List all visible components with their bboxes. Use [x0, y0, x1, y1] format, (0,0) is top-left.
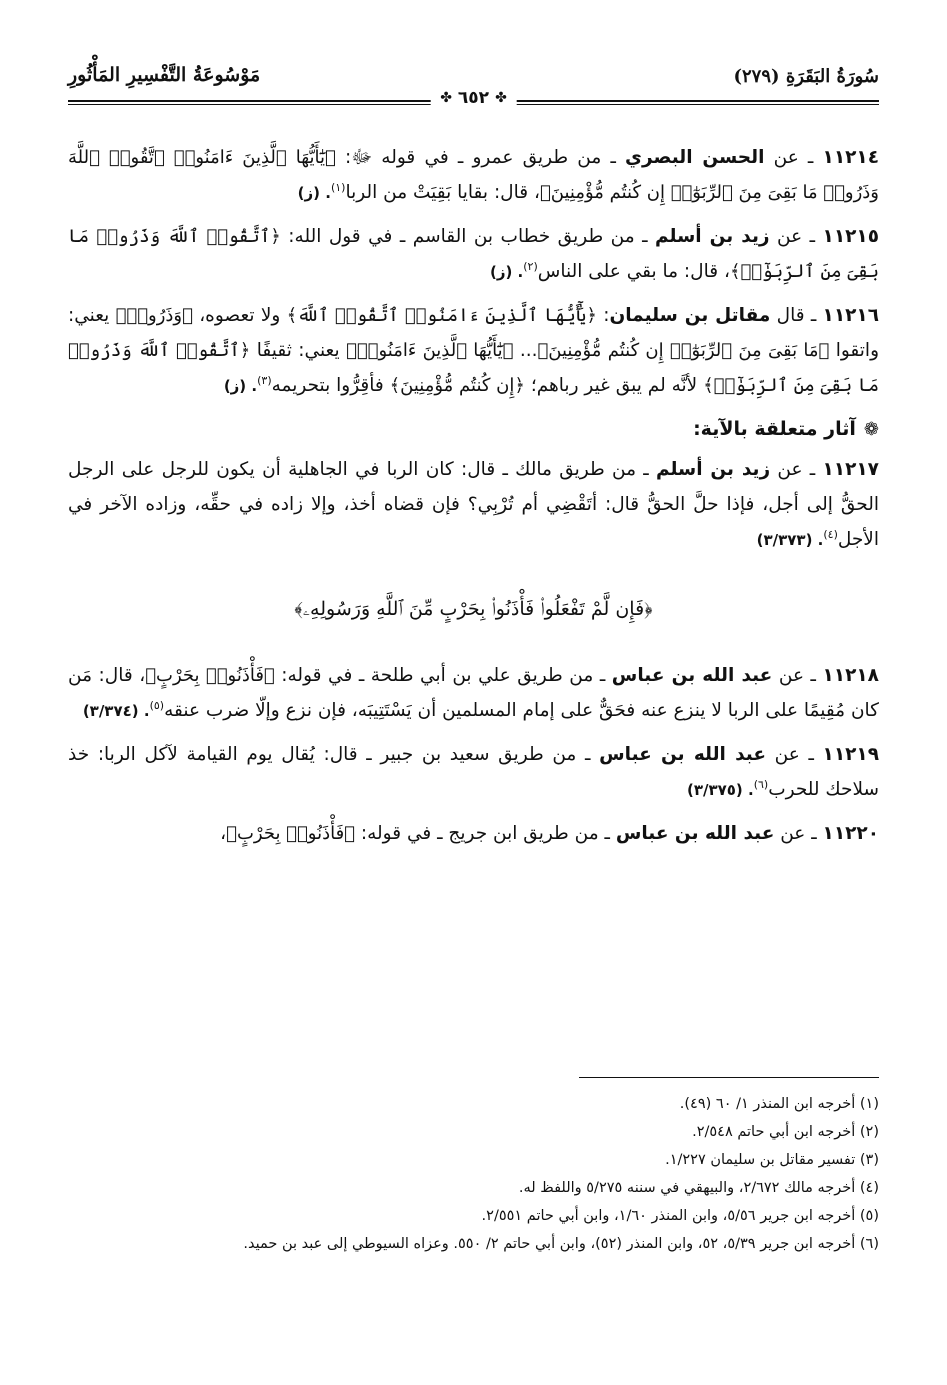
cross-reference: . (ز): [489, 263, 524, 281]
text: ولا تعصوه،: [192, 305, 287, 326]
footnotes: [68, 1077, 879, 1258]
text: :: [596, 305, 610, 326]
narration-paragraph: [68, 298, 879, 404]
quran-quote: ﴿مَا بَقِىَ مِنَ ٱلرِّبَوٰٓا۟ إِن كُنتُم مُّؤْمِنِينَ﴾: [537, 340, 830, 361]
narration-number: ١١٢١٨: [822, 665, 879, 686]
cross-reference: . (ز): [223, 377, 258, 395]
text: ،: [220, 823, 227, 844]
narrator-name: مقاتل بن سليمان: [609, 305, 771, 326]
verse-reference: (٢٧٩): [733, 66, 780, 87]
narrator-name: عبد الله بن عباس: [599, 744, 766, 765]
narration-paragraph: [68, 452, 879, 558]
quran-quote: ﴿يَٰٓأَيُّهَا ٱلَّذِينَ ءَامَنُوا۟ ٱتَّقُوا۟ ٱللَّهَ وَذَرُوا۟ مَا بَقِىَ مِنَ ٱلرِّبَوٰٓا۟ إِن كُنتُم مُّؤْمِنِينَ﴾: [68, 147, 879, 203]
quran-quote: ﴿ٱتَّقُوا۟ ٱللَّهَ وَذَرُوا۟ مَا بَقِىَ مِنَ ٱلرِّبَوٰٓا۟﴾: [68, 226, 879, 282]
narration-number: ١١٢١٦: [822, 305, 880, 326]
page-number: ٦٥٢: [457, 88, 490, 108]
footnote-rule: [579, 1077, 879, 1078]
quran-quote: ﴿وَذَرُوا۟﴾: [115, 305, 193, 326]
footnote: (١) أخرجه ابن المنذر ١/ ٦٠ (٤٩).: [679, 1096, 879, 1112]
narration-number: ١١٢١٧: [822, 459, 879, 480]
text: ـ عن: [772, 665, 823, 686]
text: يعني: واتقوا: [68, 305, 879, 361]
quran-quote: ﴿ٱتَّقُوا۟ ٱللَّهَ وَذَرُوا۟ مَا بَقِىَ مِنَ ٱلرِّبَوٰٓا۟﴾: [68, 340, 879, 396]
narration-paragraph: [68, 658, 879, 729]
cross-reference: . (٣/٣٧٣): [756, 531, 824, 549]
narrator-name: زيد بن أسلم: [655, 226, 770, 247]
text: ، قال: مَن كان مُقِيمًا على الربا لا ينزع عنه فحَقٌّ على إمام المسلمين أن يَسْتَتِيبَه، فإن نزع وإلّا ضرب عنقه: [68, 665, 879, 721]
text: ـ عن: [769, 226, 823, 247]
narrator-name: عبد الله بن عباس: [611, 665, 773, 686]
narration-number: ١١٢١٥: [822, 226, 879, 247]
footnote-marker: (٣): [257, 373, 272, 387]
narration-number: ١١٢١٩: [822, 744, 880, 765]
quran-quote: ﴿فَأْذَنُوا۟ بِحَرْبٍ﴾: [226, 823, 355, 844]
text: فأقِرُّوا بتحريمه: [271, 375, 390, 396]
narrator-name: زيد بن أسلم: [655, 459, 771, 480]
cross-reference: . (٣/٣٧٥): [686, 781, 754, 799]
flower-icon: ❁: [863, 418, 879, 440]
quran-quote: ﴿فَأْذَنُوا۟ بِحَرْبٍ﴾: [145, 665, 275, 686]
footnote: (٣) تفسير مقاتل بن سليمان ١/٢٢٧.: [665, 1152, 879, 1168]
narration-paragraph: [68, 816, 879, 851]
footnote-marker: (٢): [523, 259, 538, 273]
quran-quote: ﴿يَٰٓأَيُّهَا ٱلَّذِينَ ءَامَنُوا۟ ٱتَّقُوا۟ ٱللَّهَ﴾: [286, 305, 597, 326]
section-heading: [68, 418, 879, 440]
narrator-name: عبد الله بن عباس: [615, 823, 775, 844]
narration-paragraph: [68, 737, 879, 808]
text: ـ من طريق ابن جريج ـ في قوله:: [355, 823, 616, 844]
text: ـ عن: [764, 147, 823, 168]
footnote: (٥) أخرجه ابن جرير ٥/٥٦، وابن المنذر ١/٦٠، وابن أبي حاتم ٢/٥٥١.: [481, 1208, 879, 1224]
text: ـ قال: [770, 305, 823, 326]
narration-number: ١١٢١٤: [822, 147, 879, 168]
text: ، قال: بقايا بَقِيَتْ من الربا: [345, 182, 540, 203]
footnote: (٢) أخرجه ابن أبي حاتم ٢/٥٤٨.: [692, 1124, 879, 1140]
page-header: [68, 58, 879, 114]
footnote-marker: (٦): [753, 777, 769, 791]
text: يعني: ثقيفًا: [250, 340, 347, 361]
ornament-icon: ✤: [440, 90, 452, 106]
footnote: (٦) أخرجه ابن جرير ٥/٣٩، ٥٢، وابن المنذر (٥٢)، وابن أبي حاتم ٢/ ٥٥٠. وعزاه السيوطي إلى عبد بن حميد.: [243, 1236, 879, 1252]
surah-name: سُورَةُ البَقَرَةِ: [785, 66, 879, 87]
narration-paragraph: [68, 140, 879, 211]
text: ...: [513, 340, 538, 361]
ornament-icon: ✤: [495, 90, 507, 106]
footnote-marker: (٥): [149, 698, 165, 712]
running-head-surah: [733, 66, 879, 87]
cross-reference: . (٣/٣٧٤): [82, 702, 150, 720]
footnote-marker: (١): [330, 180, 346, 194]
page-number-box: [430, 88, 517, 108]
text: ـ عن: [774, 823, 823, 844]
text: ـ من طريق خطاب بن القاسم ـ في قول الله:: [280, 226, 656, 247]
verse-heading: ﴿فَإِن لَّمْ تَفْعَلُوا۟ فَأْذَنُوا۟ بِحَرْبٍ مِّنَ ٱللَّهِ وَرَسُولِهِۦ﴾: [294, 598, 653, 620]
narrator-name: الحسن البصري: [625, 147, 765, 168]
running-head-book-title: مَوْسُوعَةُ التَّفْسِيرِ المَأْثُورِ: [68, 64, 261, 86]
main-text: [68, 140, 879, 859]
quran-quote: ﴿إِن كُنتُم مُّؤْمِنِينَ﴾: [389, 375, 525, 396]
text: لأنَّه لم يبق غير رباهم؛: [524, 375, 704, 396]
text: ـ عن: [765, 744, 823, 765]
text: ، قال: ما بقي على الناس: [537, 261, 730, 282]
text: ـ من طريق سعيد بن جبير ـ قال: يُقال يوم القيامة لآكل الربا: خذ سلاحك للحرب: [68, 744, 879, 800]
text: ـ عن: [770, 459, 823, 480]
footnote-marker: (٤): [823, 527, 838, 541]
text: ـ من طريق علي بن أبي طلحة ـ في قوله:: [274, 665, 612, 686]
text: ـ من طريق عمرو ـ في قوله ﷻ:: [335, 147, 626, 168]
footnote: (٤) أخرجه مالك ٢/٦٧٢، والبيهقي في سننه ٥/٢٧٥ واللفظ له.: [518, 1180, 879, 1196]
narration-paragraph: [68, 219, 879, 290]
text: ـ من طريق مالك ـ قال: كان الربا في الجاهلية أن يكون للرجل على الرجل الحقُّ إلى أجل، فإذا حلَّ الحقُّ قال: أتَقْضِي أم تُرْبِي؟ فإن قضاه أخذ، وإلا زاده في حقِّه، وزاده الآخر في الأجل: [68, 459, 879, 550]
section-heading-text: آثار متعلقة بالآية:: [693, 418, 856, 440]
narration-number: ١١٢٢٠: [822, 823, 879, 844]
quran-quote: ﴿يَٰٓأَيُّهَا ٱلَّذِينَ ءَامَنُوا۟﴾: [346, 340, 514, 361]
cross-reference: . (ز): [297, 184, 331, 202]
